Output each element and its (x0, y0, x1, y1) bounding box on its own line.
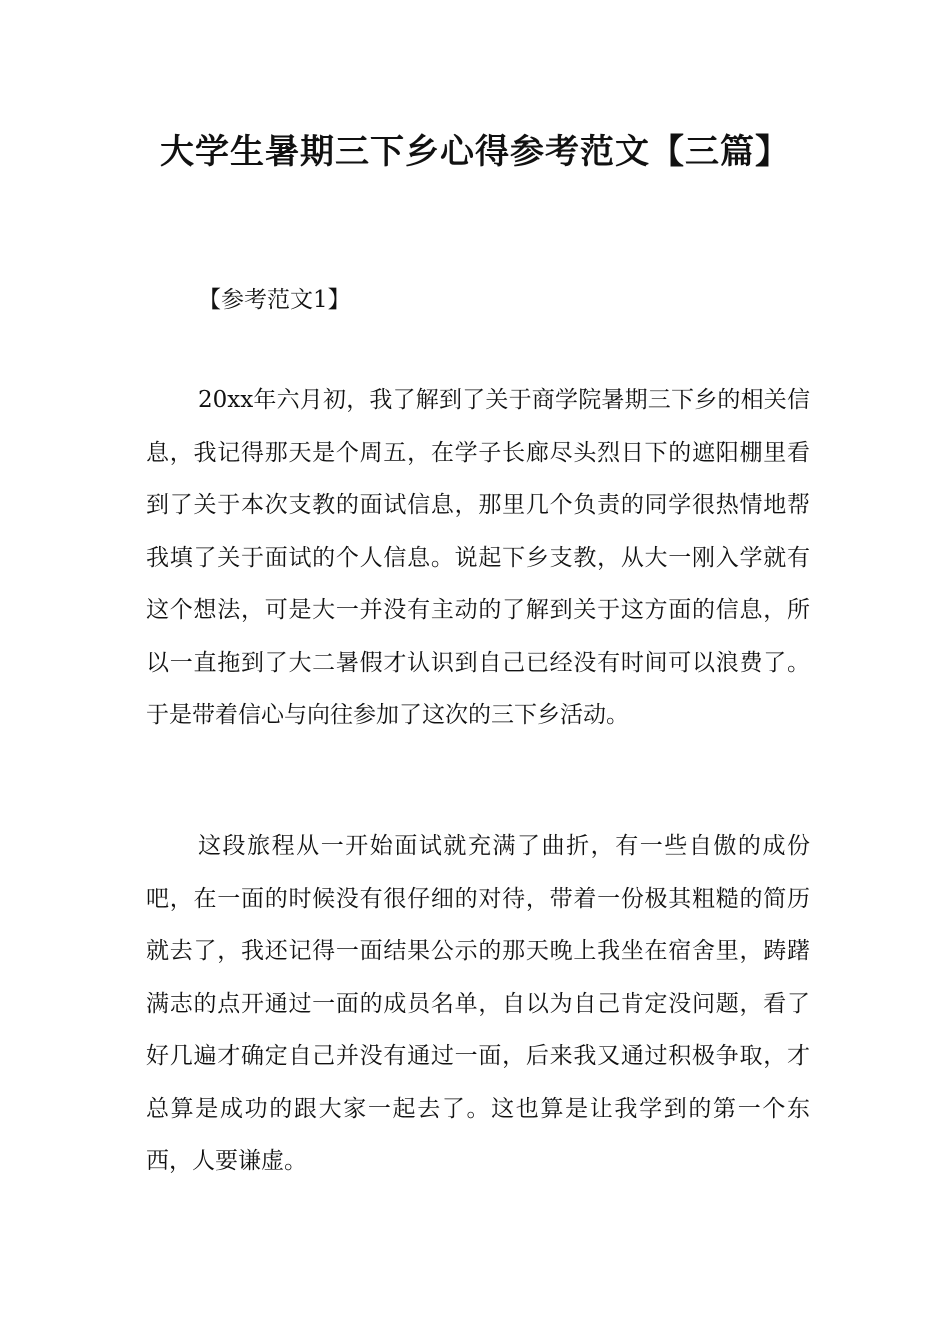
section-label: 【参考范文1】 (198, 287, 351, 313)
paragraph-2: 这段旅程从一开始面试就充满了曲折，有一些自傲的成份吧，在一面的时候没有很仔细的对待，带着一份极其粗糙的简历就去了，我还记得一面结果公示的那天晚上我坐在宿舍里，踌躇满志的点开通过一面的成员名单，自以为自己肯定没问题，看了好几遍才确定自己并没有通过一面，后来我又通过积极争取，才总算是成功的跟大家一起去了。这也算是让我学到的第一个东西，人要谦虚。 (146, 833, 810, 1174)
document-title: 大学生暑期三下乡心得参考范文【三篇】 (160, 132, 790, 172)
paragraph-1: 20xx年六月初，我了解到了关于商学院暑期三下乡的相关信息，我记得那天是个周五，在学子长廊尽头烈日下的遮阳棚里看到了关于本次支教的面试信息，那里几个负责的同学很热情地帮我填了关于面试的个人信息。说起下乡支教，从大一刚入学就有这个想法，可是大一并没有主动的了解到关于这方面的信息，所以一直拖到了大二暑假才认识到自己已经没有时间可以浪费了。于是带着信心与向往参加了这次的三下乡活动。 (146, 387, 810, 728)
